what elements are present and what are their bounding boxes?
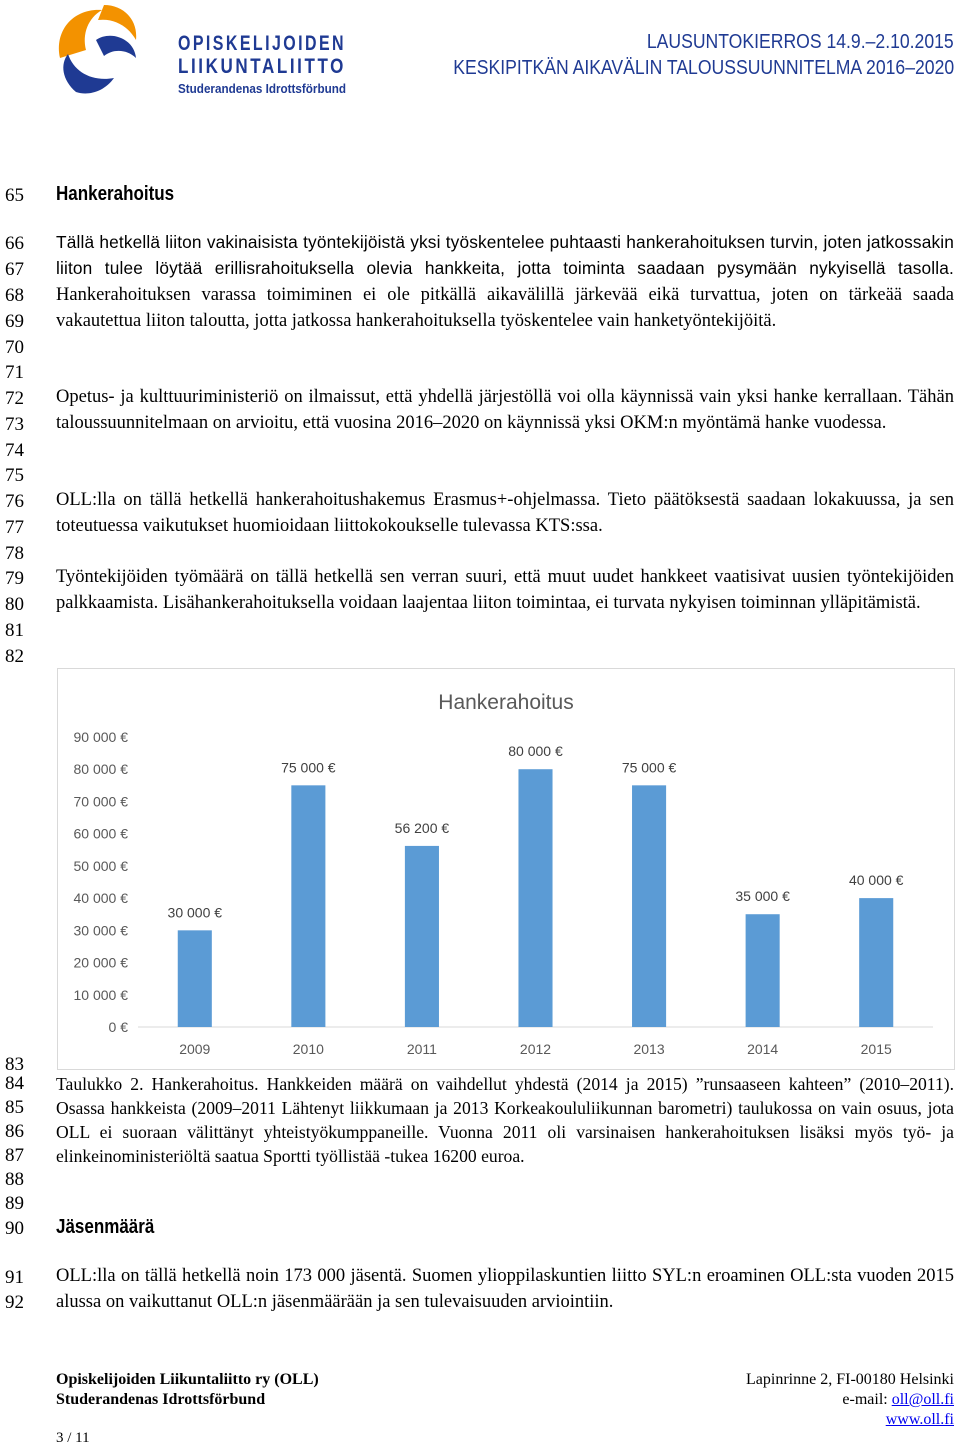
line-number: 89 [5,1193,24,1214]
line-number: 75 [5,465,24,486]
oll-logo [52,0,352,100]
x-tick-label: 2014 [747,1041,779,1057]
chart-title: Hankerahoitus [438,691,574,714]
y-tick-label: 90 000 € [73,729,128,745]
paragraph-intro-part1: Tällä hetkellä liiton vakinaisista työntekijöistä yksi työskentelee puhtaasti hankerahoituksen turvin, joten jatkossakin liiton tulee löytää erillisrahoituksella olevia hankkeita, jotta toiminta saadaan pysymään nykyisellä tasolla. [56,232,954,278]
y-tick-label: 80 000 € [73,761,128,778]
footer-email-link[interactable]: oll@oll.fi [891,1391,954,1408]
line-number: 87 [5,1145,24,1166]
line-number: 65 [5,185,24,206]
footer-web-line [886,1410,954,1430]
paragraph-members: OLL:lla on tällä hetkellä noin 173 000 jäsentä. Suomen ylioppilaskuntien liitto SYL:n eroaminen OLL:sta vuoden 2015 alussa on vaikuttanut OLL:n jäsenmäärään ja sen tulevaisuuden arviointiin. [56,1266,954,1312]
logo-line1: OPISKELIJOIDEN [178,32,346,55]
line-number: 72 [5,388,24,409]
footer-address: Lapinrinne 2, FI-00180 Helsinki [746,1371,954,1388]
header-plan: KESKIPITKÄN AIKAVÄLIN TALOUSSUUNNITELMA 2016–2020 [453,57,954,79]
y-tick-label: 70 000 € [73,793,128,810]
bar [291,785,325,1027]
line-number: 91 [5,1267,24,1288]
bar-chart [58,669,954,1069]
line-number: 69 [5,311,24,332]
y-tick-label: 40 000 € [73,890,128,907]
bar-value-label: 80 000 € [508,743,563,760]
y-tick-label: 50 000 € [73,857,128,874]
logo-mark-icon [59,5,136,93]
paragraph-workload: Työntekijöiden työmäärä on tällä hetkellä sen verran suuri, että muut uudet hankkeet vaatisivat uusien työntekijöiden palkkaamista. Lisähankerahoituksella voidaan laajentaa liiton toimintaa, ei turvata nykyisen toiminnan ylläpitämistä. [56,567,954,613]
bar-value-label: 75 000 € [621,759,677,776]
paragraph-erasmus: OLL:lla on tällä hetkellä hankerahoitushakemus Erasmus+-ohjelmassa. Tieto päätöksestä saadaan lokakuussa, ja sen toteutuessa vaikutukset huomioidaan liittokokoukselle tulevassa KTS:ssa. [56,490,954,536]
bar [746,914,780,1027]
bar-value-label: 75 000 € [281,759,336,776]
footer-email-line [842,1390,954,1410]
bar-value-label: 30 000 € [167,904,223,921]
x-tick-label: 2015 [860,1041,892,1057]
footer-web-link[interactable]: www.oll.fi [885,1411,954,1428]
line-number: 70 [5,337,24,358]
bar-value-label: 40 000 € [848,872,904,889]
line-number: 86 [5,1121,24,1142]
paragraph-intro-part2: Hankerahoituksen varassa toimiminen ei ole pitkällä aikavälillä järkevää eikä turvattua, joten on tärkeää saada vakautettua liiton taloutta, jotta jatkossa hankerahoituksella työskentelee vain hanketyöntekijöitä. [56,284,954,332]
section-heading-hankerahoitus: Hankerahoitus [56,183,175,205]
line-number: 76 [5,491,24,512]
line-number: 77 [5,517,24,538]
line-number: 74 [5,440,24,461]
x-tick-label: 2012 [519,1041,552,1057]
footer-org-sv: Studerandenas Idrottsförbund [56,1391,266,1408]
footer-email-label: e-mail: [842,1391,892,1408]
y-tick-label: 10 000 € [73,986,128,1003]
line-number: 66 [5,233,24,254]
footer-org-fi: Opiskelijoiden Liikuntaliitto ry (OLL) [56,1371,319,1388]
y-tick-label: 20 000 € [73,954,128,971]
line-number: 73 [5,414,24,435]
bar-value-label: 35 000 € [735,888,790,905]
line-number: 78 [5,543,24,564]
paragraph-okm: Opetus- ja kulttuuriministeriö on ilmaissut, että yhdellä järjestöllä voi olla käynnissä vain yksi hanke kerrallaan. Tähän taloussuunnitelmaan on arvioitu, että vuosina 2016–2020 on käynnissä yksi OKM:n myöntämä hanke vuodessa. [56,387,954,433]
line-number: 68 [5,285,24,306]
bar [405,846,439,1027]
line-number: 85 [5,1097,24,1118]
y-tick-label: 30 000 € [73,922,128,939]
line-number: 71 [5,362,24,383]
x-tick-label: 2010 [292,1041,324,1057]
y-axis [74,729,129,1035]
header-round: LAUSUNTOKIERROS 14.9.–2.10.2015 [647,31,954,53]
page-number: 3 / 11 [56,1430,90,1446]
line-number: 67 [5,259,24,280]
x-tick-label: 2013 [633,1041,665,1057]
chart-caption: Taulukko 2. Hankerahoitus. Hankkeiden määrä on vaihdellut yhdestä (2014 ja 2015) ”runsaaseen kahteen” (2010–2011). Osassa hankkeista (2009–2011 Lähtenyt liikkumaan ja 2013 Korkeakoululiikunnan barometri) taulukossa on vain osuus, jota OLL ei suoraan välittänyt yhteistyökumppaneille. Vuonna 2011 oli varsinaisen hankerahoituksen lisäksi myös työ- ja elinkeinoministeriöltä saatua Sportti työllistää -tukea 16200 euroa. [56,1074,954,1166]
y-tick-label: 60 000 € [73,825,128,842]
x-tick-label: 2011 [406,1041,437,1057]
bar [178,930,212,1027]
section-heading-jasenmaara: Jäsenmäärä [56,1216,155,1238]
line-number: 92 [5,1292,24,1313]
line-number: 88 [5,1169,24,1190]
line-number: 79 [5,568,24,589]
y-tick-label: 0 € [108,1019,128,1035]
bar [859,898,893,1027]
bar [518,769,552,1027]
paragraph-intro [56,230,954,335]
line-number: 83 [5,1054,24,1075]
bar-value-label: 56 200 € [394,819,450,836]
chart-hankerahoitus [57,668,955,1070]
line-number: 80 [5,594,24,615]
bar [632,785,666,1027]
logo-line3: Studerandenas Idrottsförbund [178,81,347,96]
x-axis [179,1041,892,1057]
line-number: 82 [5,646,24,667]
line-number: 81 [5,620,24,641]
logo-line2: LIIKUNTALIITTO [178,55,346,78]
x-tick-label: 2009 [179,1041,211,1057]
line-number: 90 [5,1218,24,1239]
line-number: 84 [5,1073,24,1094]
